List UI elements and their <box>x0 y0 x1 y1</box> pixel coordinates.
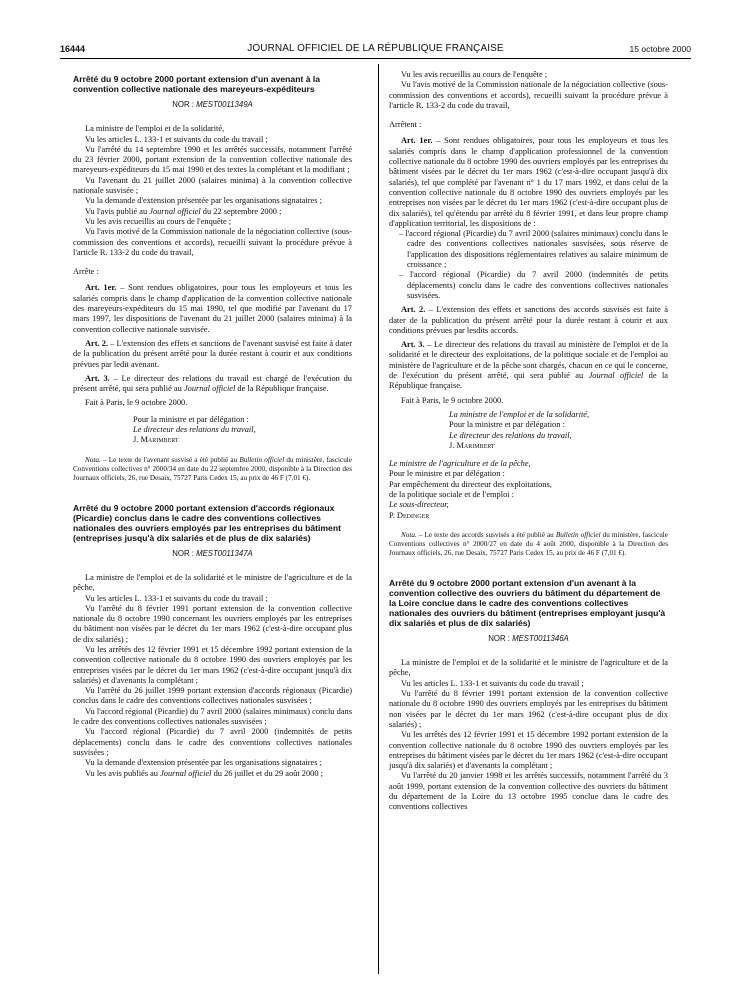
signature-title: Le sous-directeur, <box>389 500 449 510</box>
signature-minister: La ministre de l'emploi et de la solidarité, <box>449 409 590 419</box>
paragraph: Vu les avis recueillis au cours de l'enquête ; <box>401 70 548 79</box>
nota-note: Nota. – Le texte de l'avenant susvisé a été publié au Bulletin officiel du ministère, fascicule Conventions collectives n° 2000/34 en date du 22 septembre 2000, disponible à la Direction des Journaux officiels, 26, rue Desaix, 75727 Paris Cedex 15, au prix de 46 F (7,01 €). <box>73 455 352 482</box>
signature-line: Pour la ministre et par délégation : <box>449 420 565 430</box>
fait-a-paris: Fait à Paris, le 9 octobre 2000. <box>85 398 188 408</box>
paragraph: Vu les articles L. 133-1 et suivants du code du travail ; <box>401 678 584 688</box>
paragraph: Vu l'avis motivé de la Commission nationale de la négociation collective (sous-commission des conventions et accords), recueilli suivant la procédure prévue à l'article R. 133-2 du code du travail, <box>389 80 668 110</box>
signatory-name: J. Marimbert <box>133 435 179 445</box>
nota-note: Nota. – Le texte des accords susvisés a été publié au Bulletin officiel du ministère, fascicule Conventions collectives n° 2000/27 en date du 4 août 2000, disponible à la Direction des Journaux officiels, 26, rue Desaix, 75727 Paris Cedex 15, au prix de 46 F (7,01 €). <box>389 530 668 557</box>
paragraph: Vu les arrêtés des 12 février 1991 et 15 décembre 1992 portant extension de la convention collective nationale du 8 octobre 1990 des ouvriers employés par les entreprises du bâtiment visées par le décret du 1er mars 1962 (c'est-à-dire occupant jusqu'à dix salariés) et d'avenants la complétant ; <box>389 730 668 771</box>
issue-date: 15 octobre 2000 <box>629 44 691 54</box>
journal-title: JOURNAL OFFICIEL DE LA RÉPUBLIQUE FRANÇAISE <box>247 43 504 54</box>
paragraph: Vu les avis recueillis au cours de l'enquête ; <box>85 216 232 226</box>
signature-line: Par empêchement du directeur des exploitations, <box>389 479 552 489</box>
paragraph: Vu la demande d'extension présentée par les organisations signataires ; <box>85 196 322 206</box>
article-1: Art. 1er. – Sont rendues obligatoires, pour tous les employeurs et tous les salariés compris dans le champ d'application de la convention collective nationale des mareyeurs-expéditeurs du 15 mai 1990, tel que modifié par l'avenant du 17 mars 1997, les dispositions de l'avenant du 21 juillet 2000 (salaires minima) à la convention collective nationale susvisée. <box>73 283 352 334</box>
article-3: Art. 3. – Le directeur des relations du travail au ministère de l'emploi et de la solidarité et le directeur des exploitations, de la politique sociale et de l'emploi au ministère de l'agriculture et de la pêche sont chargés, chacun en ce qui le concerne, de l'exécution du présent arrêté, qui sera publié au Journal officiel de la République française. <box>389 340 668 391</box>
list-item: – l'accord régional (Picardie) du 7 avril 2000 (salaires minimaux) conclu dans le cadre des conventions collectives nationales susvisées, sous réserve de l'application des dispositions réglementaires relatives au salaire minimum de croissance ; <box>399 229 668 270</box>
signature-line: de la politique sociale et de l'emploi : <box>389 489 515 499</box>
right-column <box>389 70 668 813</box>
page-header <box>60 40 691 59</box>
paragraph: Vu l'avenant du 21 juillet 2000 (salaires minima) à la convention collective nationale susvisée ; <box>73 175 352 196</box>
article-2: Art. 2. – L'extension des effets et sanctions de l'avenant susvisé est faite à dater de la publication du présent arrêté pour la durée restant à courir et aux conditions prévues par ledit avenant. <box>73 338 352 369</box>
paragraph: Vu les arrêtés des 12 février 1991 et 15 décembre 1992 portant extension de la convention collective nationale du 8 octobre 1990 des ouvriers employés par les entreprises visées par le décret du 1er mars 1962 (c'est-à-dire occupant jusqu'à dix salariés) et d'avenants la complétant ; <box>73 644 352 685</box>
decree-title-loire: Arrêté du 9 octobre 2000 portant extension d'un avenant à la convention collective des ouvriers du bâtiment du département de la Loire conclue dans le cadre des conventions collectives nationales des ouvriers du bâtiment (entreprises employant jusqu'à dix salariés et plus de dix salariés) <box>389 577 666 628</box>
paragraph: Vu l'arrêté du 26 juillet 1999 portant extension d'accords régionaux (Picardie) conclus dans le cadre des conventions collectives nationales susvisées ; <box>73 686 352 706</box>
paragraph: Vu l'avis publié au Journal officiel du 22 septembre 2000 ; <box>85 206 282 216</box>
signature-title: Le directeur des relations du travail, <box>449 430 572 440</box>
paragraph: Vu les articles L. 133-1 et suivants du code du travail ; <box>85 134 268 144</box>
signature-line: Pour la ministre et par délégation : <box>133 414 249 424</box>
paragraph: Vu l'accord régional (Picardie) du 7 avril 2000 (indemnités de petits déplacements) conclu dans le cadre des conventions collectives nationales susvisées ; <box>73 727 352 757</box>
paragraph: La ministre de l'emploi et de la solidarité et le ministre de l'agriculture et de la pêche, <box>389 658 668 678</box>
page-number: 16444 <box>60 44 86 54</box>
paragraph: Vu l'accord régional (Picardie) du 7 avril 2000 (salaires minimaux) conclu dans le cadre des conventions collectives nationales susvisées ; <box>73 706 352 727</box>
signatory-name: P. Dedinger <box>389 510 430 520</box>
signature-line: Pour le ministre et par délégation : <box>389 469 505 479</box>
paragraph: Vu les avis publiés au Journal officiel du 26 juillet et du 29 août 2000 ; <box>85 768 323 778</box>
arretent-heading: Arrêtent : <box>389 120 422 130</box>
paragraph: La ministre de l'emploi et de la solidarité, <box>85 124 225 134</box>
nor-reference: NOR : MEST0011347A <box>172 548 253 558</box>
arrete-heading: Arrête : <box>73 267 99 277</box>
decree-title-mareyeurs: Arrêté du 9 octobre 2000 portant extension d'un avenant à la convention collective nationale des mareyeurs-expéditeurs <box>73 74 321 94</box>
paragraph: Vu l'avis motivé de la Commission nationale de la négociation collective (sous-commission des conventions et accords), recueilli suivant la procédure prévue à l'article R. 133-2 du code du travail, <box>73 227 352 257</box>
paragraph: La ministre de l'emploi et de la solidarité et le ministre de l'agriculture et de la pêche, <box>73 572 352 593</box>
signature-title: Le directeur des relations du travail, <box>133 425 256 435</box>
paragraph: Vu l'arrêté du 8 février 1991 portant extension de la convention collective nationale du 8 octobre 1990 concernant les ouvriers employés par les entreprises du bâtiment non visées par le décret du 1er mars 1962 (c'est-à-dire occupant plus de dix salariés) ; <box>73 603 352 644</box>
fait-a-paris: Fait à Paris, le 9 octobre 2000. <box>401 395 504 405</box>
column-divider <box>378 64 379 974</box>
article-1: Art. 1er. – Sont rendues obligatoires, pour tous les employeurs et tous les salariés compris dans le champ d'application professionnel de la convention collective nationale du 8 octobre 1990 des ouvriers employés par les entreprises du bâtiment visées par le décret du 1er mars 1962 (c'est-à-dire occupant jusqu'à dix salariés), tel que complété par l'avenant n° 1 du 17 mars 1992, et dans celui de la convention collective nationale du 8 octobre 1990 des ouvriers employés par les entreprises non visées par le décret du 1er mars 1962 (c'est-à-dire occupant plus de dix salariés), tel qu'étendu par arrêté du 8 février 1991, et dans leur propre champ d'application territorial, les dispositions de : <box>389 136 668 228</box>
article-3: Art. 3. – Le directeur des relations du travail est chargé de l'exécution du présent arrêté, qui sera publié au Journal officiel de la République française. <box>73 373 352 394</box>
paragraph: Vu l'arrêté du 20 janvier 1998 et les arrêtés successifs, notamment l'arrêté du 3 août 1999, portant extension de la convention collective des ouvriers du bâtiment du département de la Loire du 13 octobre 1995 conclue dans le cadre des conventions collectives <box>389 771 668 812</box>
paragraph: Vu la demande d'extension présentée par les organisations signataires ; <box>85 758 322 768</box>
paragraph: Vu l'arrêté du 8 février 1991 portant extension de la convention collective nationale du 8 octobre 1990 des ouvriers employés par les entreprises du bâtiment non visées par le décret du 1er mars 1962 (c'est-à-dire occupant plus de dix salariés) ; <box>389 689 668 729</box>
nor-reference: NOR : MEST0011349A <box>172 100 253 109</box>
signatory-name: J. Marimbert <box>449 440 495 450</box>
paragraph: Vu les articles L. 133-1 et suivants du code du travail ; <box>85 593 268 603</box>
decree-title-picardie: Arrêté du 9 octobre 2000 portant extension d'accords régionaux (Picardie) conclus dans le cadre des conventions collectives nationales des ouvriers employés par les entreprises du bâtiment (entreprises jusqu'à dix salariés et de plus de dix salariés) <box>73 502 341 543</box>
list-item: – l'accord régional (Picardie) du 7 avril 2000 (indemnités de petits déplacements) conclu dans le cadre des conventions collectives nationales susvisées. <box>399 270 668 300</box>
nor-reference: NOR : MEST0011346A <box>488 633 569 643</box>
signature-minister: Le ministre de l'agriculture et de la pêche, <box>389 459 531 469</box>
left-column <box>73 70 352 779</box>
paragraph: Vu l'arrêté du 14 septembre 1990 et les arrêtés successifs, notamment l'arrêté du 23 février 2000, portant extension de la convention collective nationale des mareyeurs-expéditeurs du 15 mai 1990 et des textes la complétant et la modifiant ; <box>73 144 352 175</box>
article-2: Art. 2. – L'extension des effets et sanctions des accords susvisés est faite à dater de la publication du présent arrêté pour la durée restant à courir et aux conditions prévues par lesdits accords. <box>389 305 669 335</box>
